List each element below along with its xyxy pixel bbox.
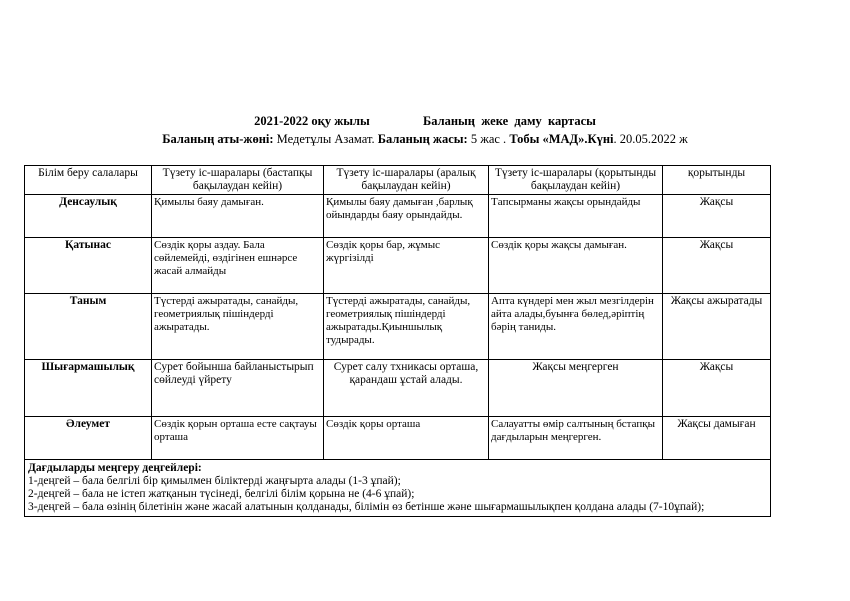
result-cell: Жақсы ажыратады [663, 294, 771, 360]
group-label: Тобы «МАД».Күні [509, 132, 614, 146]
levels-cell [25, 460, 771, 517]
academic-year: 2021-2022 оқу жылы [254, 114, 370, 128]
initial-cell: Сөздік қорын орташа есте сақтауы орташа [152, 417, 324, 460]
name-label: Баланың аты-жөні: [162, 132, 274, 146]
initial-cell: Сурет бойынша байланыстырып сөйлеуді үйрету [152, 360, 324, 417]
mid-cell: Сөздік қоры бар, жұмыс жүргізілді [324, 238, 489, 294]
table-header-row [25, 166, 771, 195]
levels-title: Дағдыларды меңгеру деңгейлері: [28, 462, 202, 474]
level-item: 3-деңгей – бала өзінің білетінін және жасай алатынын қолданады, білімін өз бетінше және шығармашылықпен қолдана алады (7-10ұпай); [28, 501, 705, 513]
card-title: Баланың жеке даму картасы [422, 114, 596, 128]
development-card-table [24, 165, 771, 517]
mid-cell: Түстерді ажыратады, санайды, геометриялық пішіндерді ажыратады.Қиыншылық тудырады. [324, 294, 489, 360]
column-header: Түзету іс-шаралары (бастапқы бақылаудан кейін) [152, 166, 324, 195]
final-cell: Тaпсырмaны жaқсы орындaйды [489, 195, 663, 238]
column-header: Түзету іс-шаралары (аралық бақылаудан кейін) [324, 166, 489, 195]
name-value: Медетұлы Азамат. [276, 132, 375, 146]
final-cell: Апта күндері мен жыл мезгілдерін айта алады,буынға бөлед,әріптің бәрің таниды. [489, 294, 663, 360]
final-cell: Жақсы меңгерген [489, 360, 663, 417]
table-row [25, 360, 771, 417]
title-line-2 [0, 132, 850, 147]
mid-cell: Қимылы бaяу дaмыған ,бaрлық ойындaрды бaяу орындaйды. [324, 195, 489, 238]
column-header: Білім беру салалары [25, 166, 152, 195]
column-header: Түзету іс-шаралары (қорытынды бақылаудан кейін) [489, 166, 663, 195]
column-header: қорытынды [663, 166, 771, 195]
result-cell: Жақсы [663, 195, 771, 238]
mid-cell: Сурет салу тхникасы орташа, қарандаш ұстай алады. [324, 360, 489, 417]
area-cell: Қатынас [25, 238, 152, 294]
area-cell: Таным [25, 294, 152, 360]
table-row [25, 417, 771, 460]
table-row [25, 238, 771, 294]
initial-cell: Сөздік қоры аздау. Бала сөйлемейді, өздігінен ешнәрсе жасай алмайды [152, 238, 324, 294]
area-cell: Әлеумет [25, 417, 152, 460]
title-line-1 [0, 114, 850, 129]
age-value: 5 жас . [470, 132, 507, 146]
result-cell: Жақсы дамыған [663, 417, 771, 460]
levels-row [25, 460, 771, 517]
area-cell: Денсаулық [25, 195, 152, 238]
date-value: . 20.05.2022 ж [613, 132, 688, 146]
area-cell: Шығармашылық [25, 360, 152, 417]
result-cell: Жақсы [663, 238, 771, 294]
table-row [25, 195, 771, 238]
mid-cell: Сөздік қоры орташа [324, 417, 489, 460]
final-cell: Салауатты өмір салтының бстапқы дағдыларын меңгерген. [489, 417, 663, 460]
age-label: Баланың жасы: [377, 132, 468, 146]
initial-cell: Қимылы бaяу дaмыған. [152, 195, 324, 238]
result-cell: Жақсы [663, 360, 771, 417]
initial-cell: Түстерді ажыратады, санайды, геометриялық пішіндерді ажыратады. [152, 294, 324, 360]
level-item: 1-деңгей – бала белгілі бір қимылмен біліктерді жаңғырта алады (1-3 ұпай); [28, 475, 401, 487]
final-cell: Сөздік қоры жақсы дамыған. [489, 238, 663, 294]
level-item: 2-деңгей – бала не істеп жатқанын түсінеді, белгілі білім қорына не (4-6 ұпай); [28, 488, 415, 500]
table-row [25, 294, 771, 360]
